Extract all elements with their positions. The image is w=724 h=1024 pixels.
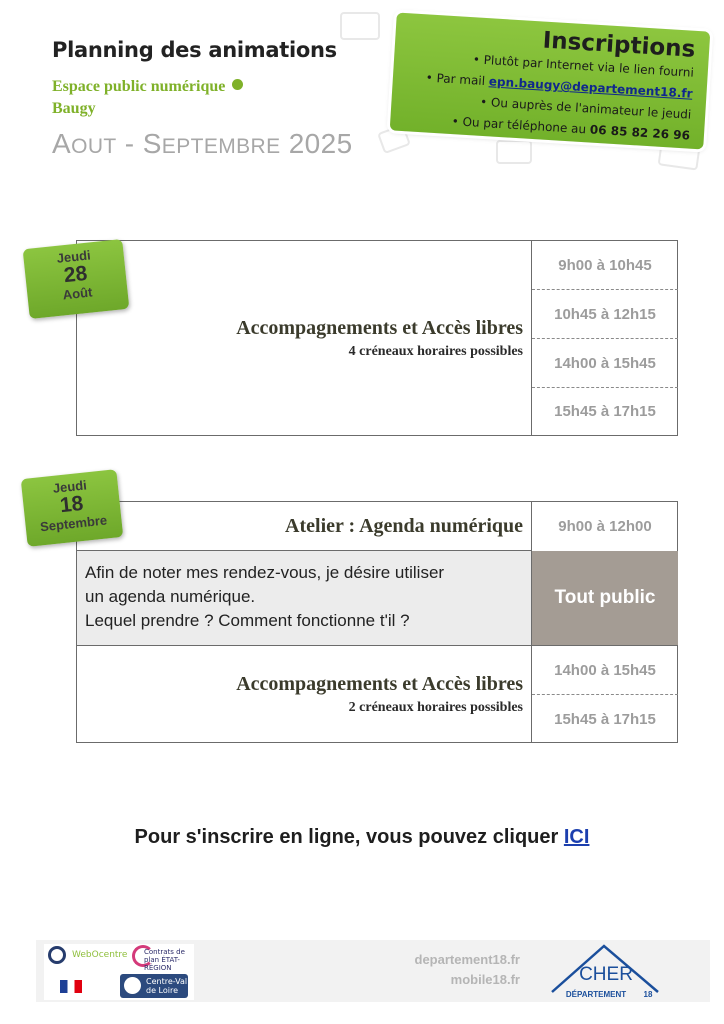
- cher-logo-text: CHER: [579, 964, 633, 985]
- cta-text: Pour s'inscrire en ligne, vous pouvez cliquer: [134, 826, 564, 848]
- tablet-deco-icon: [496, 140, 532, 164]
- cher-num-text: 18: [643, 990, 653, 999]
- session2-slot-2: 15h45 à 17h15: [554, 711, 656, 728]
- workshop-description: [85, 561, 444, 633]
- region-logo-text: Centre-Val de Loire: [146, 977, 188, 995]
- session1-table: [76, 240, 678, 436]
- region-logo-icon: [124, 977, 141, 994]
- workshop-slot: 9h00 à 12h00: [558, 518, 652, 535]
- session1-day: Jeudi: [55, 247, 92, 266]
- inscriptions-line-internet: • Plutôt par Internet via le lien fourni: [472, 52, 695, 80]
- session2-subtitle: 2 créneaux horaires possibles: [348, 700, 523, 715]
- signup-link[interactable]: ICI: [563, 826, 590, 848]
- signup-cta: [0, 826, 724, 849]
- webocentre-logo-icon: [48, 946, 66, 964]
- period-a-rest: OUT: [71, 135, 117, 158]
- town-label: Baugy: [52, 100, 96, 117]
- session1-month: Août: [62, 284, 94, 303]
- footer-urls: [415, 950, 520, 990]
- session1-date: 28: [62, 261, 89, 288]
- session2-title: Accompagnements et Accès libres: [236, 673, 523, 695]
- session2-date-badge: [21, 469, 124, 547]
- description-line: un agenda numérique.: [85, 587, 256, 606]
- webocentre-logo-text: WebOcentre: [72, 950, 128, 960]
- inscriptions-title: Inscriptions: [541, 27, 696, 63]
- cher-dept-text: DÉPARTEMENT: [565, 990, 627, 999]
- period-title: [52, 128, 353, 160]
- inscriptions-box: [390, 13, 711, 150]
- session1-slot-1: 9h00 à 10h45: [558, 257, 652, 274]
- slot-separator: [532, 338, 678, 339]
- mail-prefix: • Par mail: [425, 70, 490, 89]
- slot-separator: [532, 387, 678, 388]
- green-dot-icon: [232, 79, 243, 90]
- description-line: Lequel prendre ? Comment fonctionne t'il ?: [85, 611, 410, 630]
- footer: [36, 940, 710, 1002]
- departement-url[interactable]: departement18.fr: [414, 952, 520, 967]
- laptop-deco-icon: [340, 12, 380, 40]
- period-s-rest: EPTEMBRE: [161, 135, 281, 158]
- session2-day: Jeudi: [52, 477, 88, 496]
- workshop-title: Atelier : Agenda numérique: [285, 515, 523, 537]
- session2-divider: [531, 502, 532, 742]
- session1-slot-3: 14h00 à 15h45: [554, 355, 656, 372]
- audience-cell: Tout public: [532, 551, 678, 645]
- email-link[interactable]: epn.baugy@departement18.fr: [488, 74, 693, 101]
- row-separator: [77, 645, 678, 646]
- slot-separator: [532, 694, 678, 695]
- inscriptions-line-animateur: • Ou auprès de l'animateur le jeudi: [479, 94, 692, 122]
- session1-slot-2: 10h45 à 12h15: [554, 306, 656, 323]
- session1-slot-4: 15h45 à 17h15: [554, 403, 656, 420]
- session2-table: [76, 501, 678, 743]
- session2-slot-1: 14h00 à 15h45: [554, 662, 656, 679]
- session1-title: Accompagnements et Accès libres: [236, 317, 523, 339]
- phone-prefix: • Ou par téléphone au: [451, 114, 591, 137]
- cher-logo: [546, 940, 666, 1000]
- period-year: 2025: [280, 128, 353, 159]
- session1-subtitle: 4 créneaux horaires possibles: [348, 344, 523, 359]
- row-separator: [77, 550, 531, 551]
- page-title: Planning des animations: [52, 38, 337, 62]
- description-line: Afin de noter mes rendez-vous, je désire utiliser: [85, 563, 445, 582]
- period-sep: -: [116, 128, 143, 159]
- cpep-logo-text: Contrats de plan ÉTAT-RÉGION: [144, 948, 185, 972]
- period-a-cap: A: [52, 128, 72, 159]
- republique-francaise-logo-icon: [60, 980, 82, 993]
- session1-date-badge: [23, 239, 130, 319]
- session2-month: Septembre: [39, 512, 108, 535]
- session2-date: 18: [58, 491, 85, 518]
- espace-label: [52, 78, 243, 96]
- slot-separator: [532, 289, 678, 290]
- phone-number: 06 85 82 26 96: [589, 122, 691, 143]
- espace-text: Espace public numérique: [52, 78, 226, 95]
- partner-logos: [44, 944, 194, 1000]
- mobile-url[interactable]: mobile18.fr: [450, 972, 520, 987]
- region-logo: [120, 974, 188, 998]
- period-s-cap: S: [142, 128, 162, 159]
